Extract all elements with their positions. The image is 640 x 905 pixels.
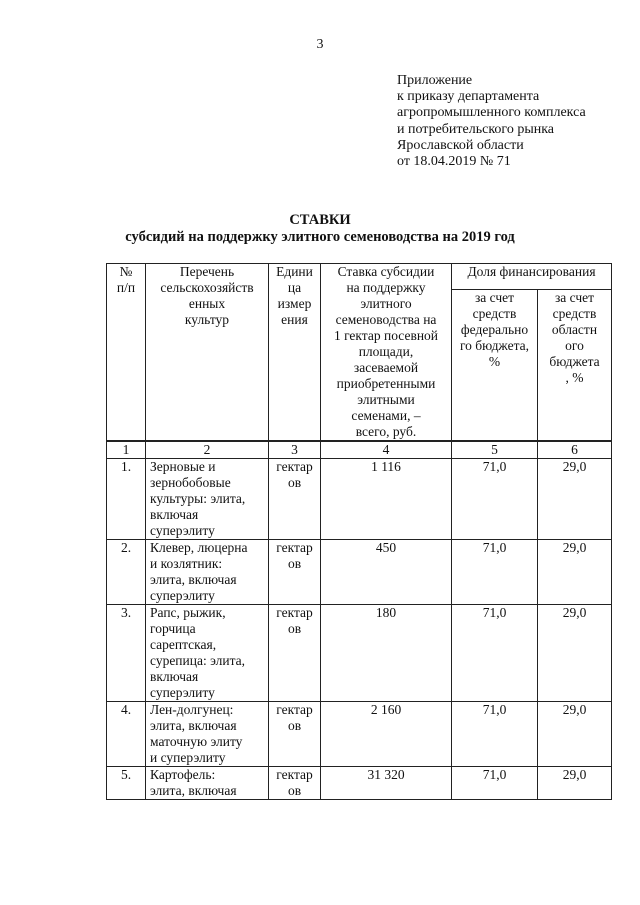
text-line: элита, включая	[150, 783, 237, 798]
text-line: приобретенными	[336, 376, 436, 391]
text-line: площади,	[358, 344, 414, 359]
text-line: ов	[287, 621, 302, 636]
page-number: 3	[316, 37, 324, 52]
row-federal: 71,0	[452, 459, 538, 540]
row-regional: 29,0	[538, 605, 612, 702]
row-federal: 71,0	[452, 767, 538, 800]
title-line: СТАВКИ	[289, 212, 351, 228]
row-unit	[269, 702, 321, 767]
text-line: гектар	[276, 459, 313, 474]
text-line: Зерновые и	[150, 459, 216, 474]
column-numbers-row	[107, 441, 612, 459]
header-regional	[538, 290, 612, 441]
text-line: сурепица: элита,	[150, 653, 246, 668]
text-line: областн	[551, 322, 598, 338]
text-line: ца	[287, 280, 302, 295]
subsidy-rates-table	[106, 263, 612, 800]
appendix-line: агропромышленного комплекса	[397, 105, 586, 121]
document-title	[0, 212, 640, 246]
subtitle-line: субсидий на поддержку элитного семеноводства на 2019 год	[125, 229, 515, 245]
row-crop	[146, 605, 269, 702]
text-line: включая	[150, 507, 199, 522]
row-crop	[146, 459, 269, 540]
text-line: сарептская,	[150, 637, 217, 652]
text-line: го бюджета,	[459, 338, 530, 354]
appendix-line: и потребительского рынка	[397, 121, 555, 137]
text-line: элита, включая	[150, 572, 237, 587]
text-line: Едини	[276, 264, 313, 279]
text-line: культур	[184, 312, 230, 327]
text-line: элита, включая	[150, 718, 237, 733]
text-line: Рапс, рыжик,	[150, 605, 226, 620]
text-line: элитными	[357, 392, 415, 407]
col-number: 3	[269, 441, 321, 459]
text-line: за счет	[554, 290, 595, 306]
row-federal: 71,0	[452, 540, 538, 605]
text-line: Лен-долгунец:	[150, 702, 234, 717]
text-line: гектар	[276, 767, 313, 782]
text-line: и суперэлиту	[150, 750, 226, 765]
row-num: 1.	[107, 459, 146, 540]
header-unit	[269, 264, 321, 442]
text-line: енных	[188, 296, 226, 311]
text-line: гектар	[276, 605, 313, 620]
text-line: ения	[281, 312, 308, 327]
text-line: ов	[287, 556, 302, 571]
text-line: ов	[287, 783, 302, 798]
text-line: суперэлиту	[150, 588, 215, 603]
text-line: зернобобовые	[150, 475, 231, 490]
text-line: культуры: элита,	[150, 491, 246, 506]
row-num: 5.	[107, 767, 146, 800]
text-line: элитного	[360, 296, 412, 311]
row-federal: 71,0	[452, 702, 538, 767]
col-number: 4	[321, 441, 452, 459]
table-row	[107, 702, 612, 767]
table-row	[107, 459, 612, 540]
text-line: маточную элиту	[150, 734, 243, 749]
text-line: 1 гектар посевной	[333, 328, 439, 343]
col-number: 1	[107, 441, 146, 459]
row-num: 2.	[107, 540, 146, 605]
text-line: гектар	[276, 540, 313, 555]
col-number: 5	[452, 441, 538, 459]
row-rate: 180	[321, 605, 452, 702]
appendix-line: к приказу департамента	[397, 89, 540, 105]
text-line: Перечень	[179, 264, 235, 279]
row-rate: 1 116	[321, 459, 452, 540]
header-rate	[321, 264, 452, 442]
text-line: ов	[287, 718, 302, 733]
text-line: ого	[565, 338, 584, 354]
text-line: засеваемой	[353, 360, 419, 375]
row-regional: 29,0	[538, 767, 612, 800]
row-crop	[146, 540, 269, 605]
row-crop	[146, 767, 269, 800]
header-federal	[452, 290, 538, 441]
text-line: гектар	[276, 702, 313, 717]
appendix-line: от 18.04.2019 № 71	[397, 154, 511, 170]
table-row	[107, 767, 612, 800]
text-line: , %	[565, 370, 584, 386]
row-num: 4.	[107, 702, 146, 767]
text-line: на поддержку	[346, 280, 426, 295]
text-line: п/п	[116, 280, 136, 295]
row-crop	[146, 702, 269, 767]
text-line: суперэлиту	[150, 523, 215, 538]
table-row	[107, 605, 612, 702]
row-regional: 29,0	[538, 459, 612, 540]
row-federal: 71,0	[452, 605, 538, 702]
text-line: Ставка субсидии	[337, 264, 435, 279]
text-line: №	[119, 264, 133, 279]
row-unit	[269, 767, 321, 800]
appendix-line: Приложение	[397, 73, 473, 88]
appendix-line: Ярославской области	[397, 137, 524, 153]
text-line: федерально	[460, 322, 529, 338]
text-line: за счет	[474, 290, 515, 306]
text-line: и козлятник:	[150, 556, 223, 571]
row-regional: 29,0	[538, 540, 612, 605]
text-line: сельскохозяйств	[160, 280, 254, 295]
col-number: 2	[146, 441, 269, 459]
row-num: 3.	[107, 605, 146, 702]
appendix-block	[397, 73, 586, 170]
text-line: семеноводства на	[335, 312, 437, 327]
header-share: Доля финансирования	[452, 264, 612, 290]
row-unit	[269, 540, 321, 605]
header-row	[107, 264, 612, 290]
text-line: Клевер, люцерна	[150, 540, 248, 555]
table-row	[107, 540, 612, 605]
header-num	[107, 264, 146, 442]
row-regional: 29,0	[538, 702, 612, 767]
text-line: Картофель:	[150, 767, 216, 782]
text-line: суперэлиту	[150, 685, 215, 700]
row-unit	[269, 605, 321, 702]
col-number: 6	[538, 441, 612, 459]
text-line: семенами, –	[351, 408, 421, 423]
row-rate: 31 320	[321, 767, 452, 800]
text-line: измер	[277, 296, 312, 311]
text-line: ов	[287, 475, 302, 490]
text-line: %	[488, 354, 501, 370]
text-line: бюджета	[549, 354, 600, 370]
row-rate: 2 160	[321, 702, 452, 767]
text-line: средств	[472, 306, 517, 322]
text-line: горчица	[150, 621, 196, 636]
text-line: средств	[552, 306, 597, 322]
header-crops	[146, 264, 269, 442]
text-line: включая	[150, 669, 199, 684]
text-line: всего, руб.	[355, 424, 417, 439]
row-unit	[269, 459, 321, 540]
row-rate: 450	[321, 540, 452, 605]
